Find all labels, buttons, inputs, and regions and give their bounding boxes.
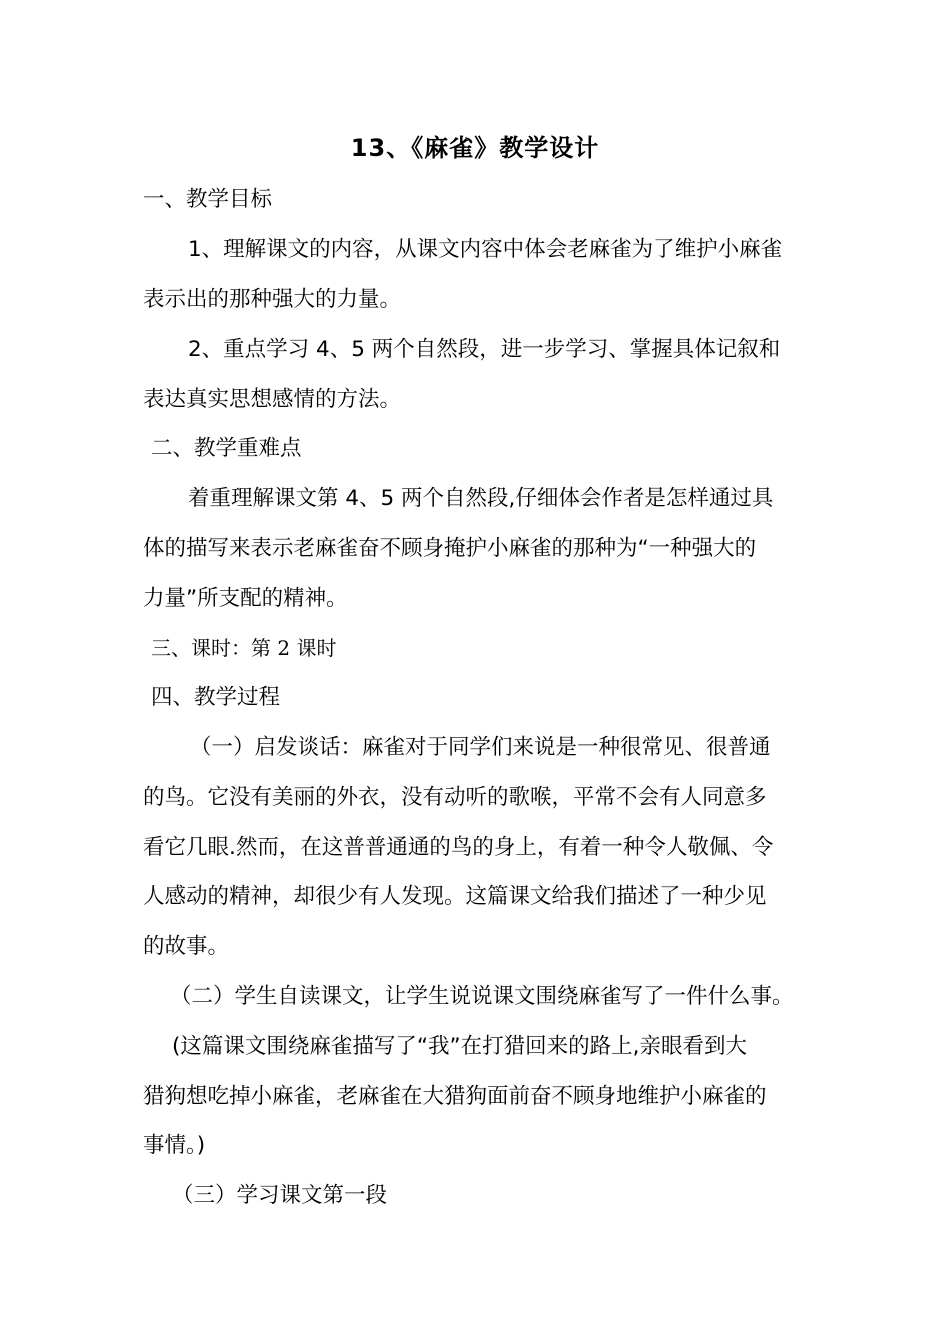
paragraph-line: 看它几眼.然而，在这普普通通的鸟的身上，有着一种令人敬佩、令 — [143, 835, 774, 860]
paragraph-line: （二）学生自读课文，让学生说说课文围绕麻雀写了一件什么事。 — [170, 984, 794, 1009]
heading-objectives: 一、教学目标 — [143, 187, 273, 212]
heading-section-three: （三）学习课文第一段 — [172, 1183, 388, 1208]
heading-teaching-process: 四、教学过程 — [151, 685, 281, 710]
document-title: 13、《麻雀》教学设计 — [350, 134, 600, 162]
paragraph-line: 着重理解课文第 4、5 两个自然段,仔细体会作者是怎样通过具 — [188, 486, 774, 511]
paragraph-line: 的鸟。它没有美丽的外衣，没有动听的歌喉，平常不会有人同意多 — [143, 785, 767, 810]
paragraph-line: 1、理解课文的内容，从课文内容中体会老麻雀为了维护小麻雀 — [188, 237, 783, 262]
paragraph-line: 表示出的那种强大的力量。 — [143, 287, 402, 312]
paragraph-line: 力量”所支配的精神。 — [143, 586, 348, 611]
paragraph-line: 猎狗想吃掉小麻雀，老麻雀在大猎狗面前奋不顾身地维护小麻雀的 — [143, 1084, 767, 1109]
paragraph-line: （一）启发谈话：麻雀对于同学们来说是一种很常见、很普通 — [190, 735, 771, 760]
paragraph-line: 事情。) — [143, 1133, 206, 1158]
paragraph-line: (这篇课文围绕麻雀描写了“我”在打猎回来的路上,亲眼看到大 — [172, 1034, 748, 1059]
paragraph-line: 体的描写来表示老麻雀奋不顾身掩护小麻雀的那种为“一种强大的 — [143, 536, 757, 561]
paragraph-line: 的故事。 — [143, 934, 230, 959]
heading-key-points: 二、教学重难点 — [151, 436, 302, 461]
paragraph-line: 表达真实思想感情的方法。 — [143, 387, 402, 412]
paragraph-line: 人感动的精神，却很少有人发现。这篇课文给我们描述了一种少见 — [143, 884, 767, 909]
heading-class-hours: 三、课时：第 2 课时 — [151, 636, 337, 660]
paragraph-line: 2、重点学习 4、5 两个自然段，进一步学习、掌握具体记叙和 — [188, 337, 781, 362]
